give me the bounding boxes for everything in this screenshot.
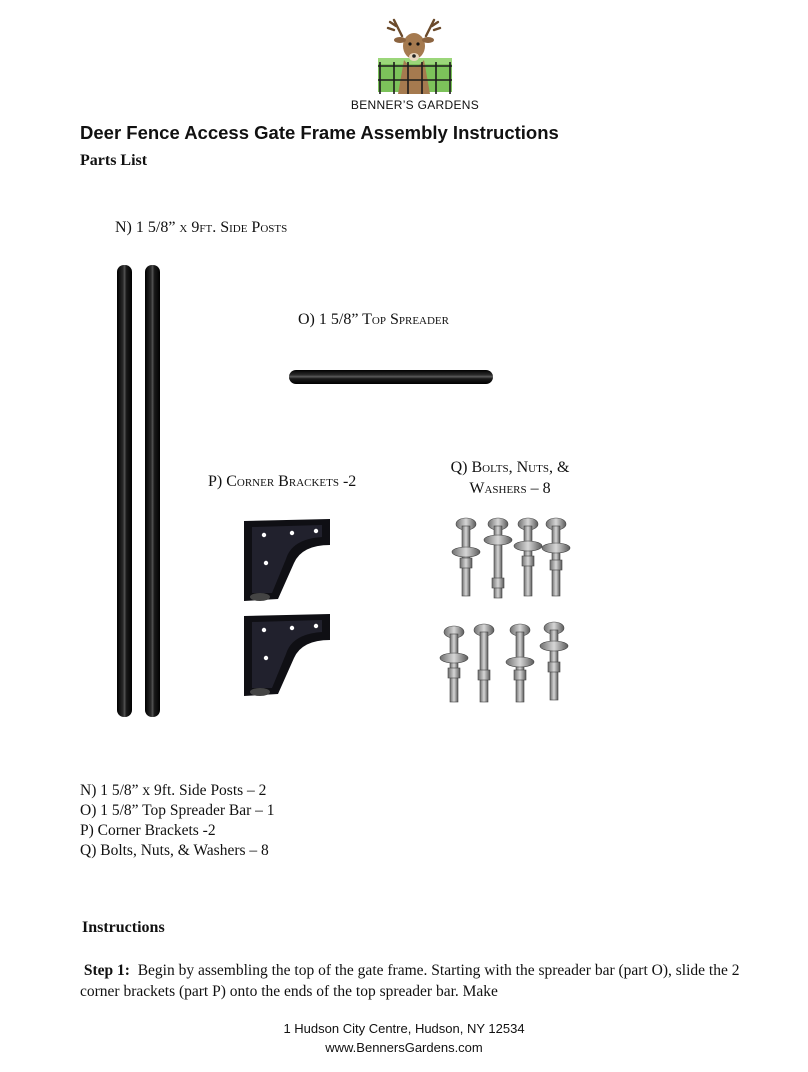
top-spreader-label: O) 1 5/8” Top Spreader (298, 311, 449, 328)
bolts-label-line-1: Q) Bolts, Nuts, & (450, 459, 570, 476)
step-1-label: Step 1: (83, 962, 130, 979)
corner-brackets-label: P) Corner Brackets -2 (208, 473, 357, 490)
parts-list (80, 781, 274, 861)
corner-bracket-top (242, 515, 334, 605)
parts-list-item: P) Corner Brackets -2 (80, 822, 216, 839)
bolts-nuts-washers-photo (436, 512, 581, 707)
side-post-right (145, 265, 160, 717)
parts-list-item: O) 1 5/8” Top Spreader Bar – 1 (80, 802, 275, 819)
footer (254, 1019, 554, 1057)
top-spreader-bar (289, 370, 493, 384)
footer-address: 1 Hudson City Centre, Hudson, NY 12534 (283, 1021, 525, 1036)
parts-list-item: Q) Bolts, Nuts, & Washers – 8 (80, 842, 269, 859)
step-1-paragraph (80, 960, 740, 1002)
side-post-left (117, 265, 132, 717)
side-posts-label: N) 1 5/8” x 9ft. Side Posts (115, 219, 288, 236)
benners-gardens-logo (374, 14, 456, 98)
parts-list-heading: Parts List (80, 152, 148, 169)
brand-name: BENNER’S GARDENS (350, 98, 480, 112)
document-title: Deer Fence Access Gate Frame Assembly Instructions (80, 122, 559, 143)
step-1-text: Begin by assembling the top of the gate frame. Starting with the spreader bar (part O), slide the 2 corner brackets (part P) onto the ends of the top spreader bar. Make (80, 962, 740, 1000)
bolts-label (420, 457, 600, 499)
corner-bracket-bottom (242, 610, 334, 700)
bolts-label-line-2: Washers – 8 (469, 480, 551, 497)
instructions-heading: Instructions (82, 919, 165, 936)
parts-list-item: N) 1 5/8” x 9ft. Side Posts – 2 (80, 782, 267, 799)
footer-website[interactable]: www.BennersGardens.com (325, 1040, 483, 1055)
